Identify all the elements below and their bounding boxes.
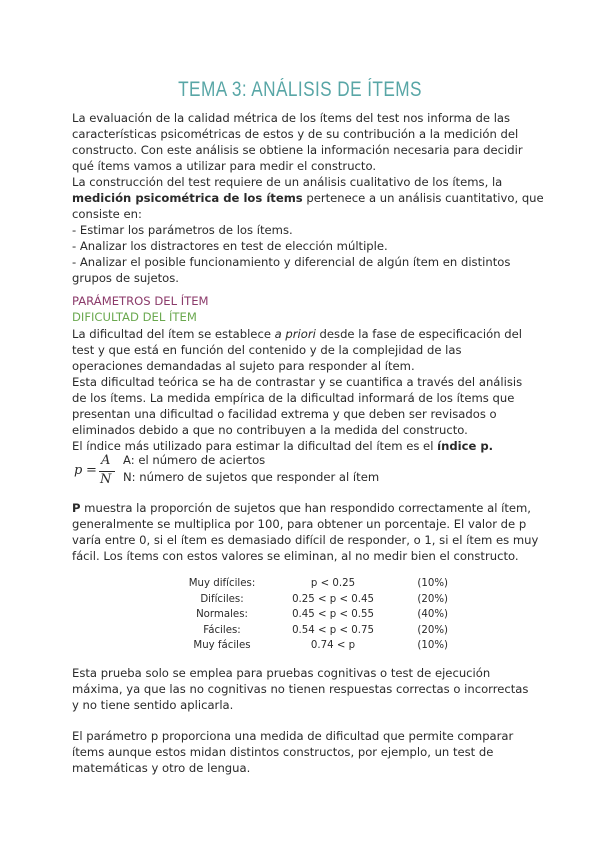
table-row — [166, 638, 448, 654]
text-fragment: El índice más utilizado para estimar la dificultad del ítem es el — [72, 439, 438, 453]
table-cell-range: 0.74 < p — [310, 640, 356, 652]
bold-term: índice p. — [437, 439, 494, 453]
table-cell-label: Muy difíciles: — [188, 578, 256, 590]
table-cell-range: 0.54 < p < 0.75 — [292, 624, 374, 636]
text-fragment: muestra la proporción de sujetos que han respondido correctamente al ítem, — [80, 501, 531, 515]
text-line: Esta dificultad teórica se ha de contrastar y se cuantifica a través del análisis — [72, 375, 523, 389]
p-explanation-paragraph — [72, 500, 539, 564]
list-item: - Estimar los parámetros de los ítems. — [72, 223, 293, 237]
text-line: varía entre 0, si el ítem es demasiado difícil de responder, o 1, si el ítem es muy — [72, 533, 539, 547]
table-cell-pct: (10%) — [417, 578, 448, 590]
formula-numerator: A — [101, 453, 111, 468]
section-heading: PARÁMETROS DEL ÍTEM — [72, 294, 209, 308]
text-line: Esta prueba solo se emplea para pruebas cognitivas o test de ejecución — [72, 666, 491, 680]
legend-n: N: número de sujetos que responder al ítem — [123, 470, 380, 484]
dificultad-paragraph — [72, 326, 532, 454]
bold-term: P — [72, 501, 81, 515]
text-line: operaciones demandadas al sujeto para responder al ítem. — [72, 359, 415, 373]
text-line: consiste en: — [72, 207, 142, 221]
formula-legend — [123, 452, 379, 486]
table-cell-pct: (10%) — [417, 640, 448, 652]
table-cell-pct: (40%) — [417, 609, 448, 621]
text-line: test y que está en función del contenido y de la complejidad de las — [72, 343, 462, 357]
text-line — [72, 326, 532, 342]
italic-term: a priori — [274, 327, 316, 341]
text-fragment: pertenece a un análisis cuantitativo, que — [302, 191, 544, 205]
text-line: presentan una dificultad o facilidad extrema y que deben ser revisados o — [72, 407, 497, 421]
text-line — [72, 500, 532, 516]
formula-denominator: N — [100, 472, 112, 487]
subsection-heading: DIFICULTAD DEL ÍTEM — [72, 310, 197, 324]
table-cell-range: 0.25 < p < 0.45 — [292, 593, 374, 605]
formula-equals: = — [86, 463, 97, 478]
text-line: características psicométricas de estos y de su contribución a la medición del — [72, 127, 519, 141]
text-line: eliminados debido a que no contribuyen a la medida del constructo. — [72, 423, 468, 437]
table-cell-label: Fáciles: — [203, 624, 241, 636]
text-line: generalmente se multiplica por 100, para obtener un porcentaje. El valor de p — [72, 517, 527, 531]
text-line: matemáticas y otro de lengua. — [72, 761, 251, 775]
list-item: grupos de sujetos. — [72, 271, 179, 285]
text-line: ítems aunque estos midan distintos constructos, por ejemplo, un test de — [72, 745, 494, 759]
cognitivas-paragraph — [72, 665, 532, 713]
table-row — [166, 576, 448, 592]
list-item: - Analizar los distractores en test de elección múltiple. — [72, 239, 388, 253]
text-line: de los ítems. La medida empírica de la dificultad informará de los ítems que — [72, 391, 515, 405]
text-fragment: La dificultad del ítem se establece — [72, 327, 275, 341]
table-cell-range: 0.45 < p < 0.55 — [292, 609, 374, 621]
text-line — [72, 190, 544, 206]
legend-a: A: el número de aciertos — [123, 453, 266, 467]
difficulty-table — [166, 576, 448, 654]
text-line: La evaluación de la calidad métrica de los ítems del test nos informa de las — [72, 111, 511, 125]
table-row — [166, 607, 448, 623]
table-cell-range: p < 0.25 — [310, 578, 356, 590]
intro-paragraph — [72, 110, 544, 286]
table-row — [166, 623, 448, 639]
text-line: fácil. Los ítems con estos valores se eliminan, al no medir bien el constructo. — [72, 549, 519, 563]
table-cell-label: Difíciles: — [200, 593, 244, 605]
table-cell-pct: (20%) — [417, 593, 448, 605]
comparar-paragraph — [72, 728, 532, 776]
text-line: máxima, ya que las no cognitivas no tienen respuestas correctas o incorrectas — [72, 682, 529, 696]
table-row — [166, 592, 448, 608]
text-line: qué ítems vamos a utilizar para medir el constructo. — [72, 159, 377, 173]
table-cell-label: Normales: — [196, 609, 248, 621]
formula-lhs: p — [74, 463, 83, 478]
bold-term: medición psicométrica de los ítems — [72, 191, 303, 205]
text-line: y no tiene sentido aplicarla. — [72, 698, 234, 712]
list-item: - Analizar el posible funcionamiento y diferencial de algún ítem en distintos — [72, 255, 511, 269]
table-cell-pct: (20%) — [417, 624, 448, 636]
text-fragment: desde la fase de especificación del — [315, 327, 522, 341]
text-line: El parámetro p proporciona una medida de dificultad que permite comparar — [72, 729, 514, 743]
p-formula — [72, 453, 122, 489]
table-cell-label: Muy fáciles — [193, 640, 251, 652]
text-line: constructo. Con este análisis se obtiene la información necesaria para decidir — [72, 143, 523, 157]
page-title: TEMA 3: ANÁLISIS DE ÍTEMS — [178, 78, 422, 101]
text-line: La construcción del test requiere de un análisis cualitativo de los ítems, la — [72, 175, 503, 189]
